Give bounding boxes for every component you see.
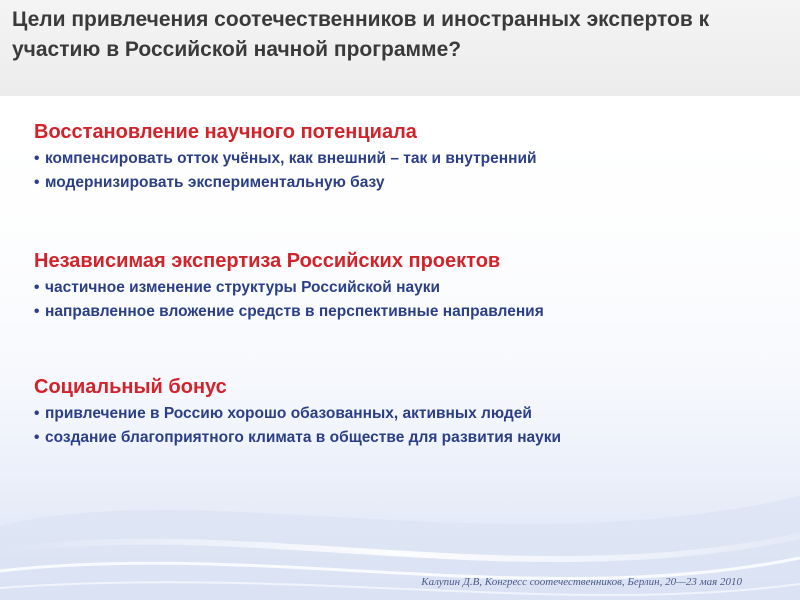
section-heading: Независимая экспертиза Российских проектов — [34, 250, 501, 272]
bullet-text: модернизировать экспериментальную базу — [45, 174, 385, 191]
bullet-dot: • — [34, 150, 40, 167]
section-scientific-potential — [34, 119, 774, 195]
section-social-bonus — [34, 374, 774, 450]
slide-footer-citation: Калупин Д.В, Конгресс соотечественников, Берлин, 20—23 мая 2010 — [421, 576, 742, 588]
bullet-text: создание благоприятного климата в обществе для развития науки — [45, 429, 562, 446]
section-heading: Восстановление научного потенциала — [34, 121, 417, 143]
bullet-text: частичное изменение структуры Российской науки — [45, 279, 440, 296]
bullet-item — [34, 276, 774, 300]
bullet-item — [34, 171, 774, 195]
bullet-dot: • — [34, 279, 40, 296]
bullet-dot: • — [34, 429, 40, 446]
bullet-text: компенсировать отток учёных, как внешний – так и внутренний — [45, 150, 537, 167]
bullet-dot: • — [34, 405, 40, 422]
bullet-item — [34, 426, 774, 450]
bullet-item — [34, 300, 774, 324]
bullet-item — [34, 147, 774, 171]
bullet-dot: • — [34, 174, 40, 191]
section-heading: Социальный бонус — [34, 376, 227, 398]
bullet-text: направленное вложение средств в перспективные направления — [45, 303, 544, 320]
bullet-item — [34, 402, 774, 426]
bullet-text: привлечение в Россию хорошо обазованных, активных людей — [45, 405, 532, 422]
section-independent-expertise — [34, 248, 774, 324]
title-band — [0, 0, 800, 96]
bullet-dot: • — [34, 303, 40, 320]
slide-title: Цели привлечения соотечественников и иностранных экспертов к участию в Российской начной программе? — [12, 8, 710, 61]
